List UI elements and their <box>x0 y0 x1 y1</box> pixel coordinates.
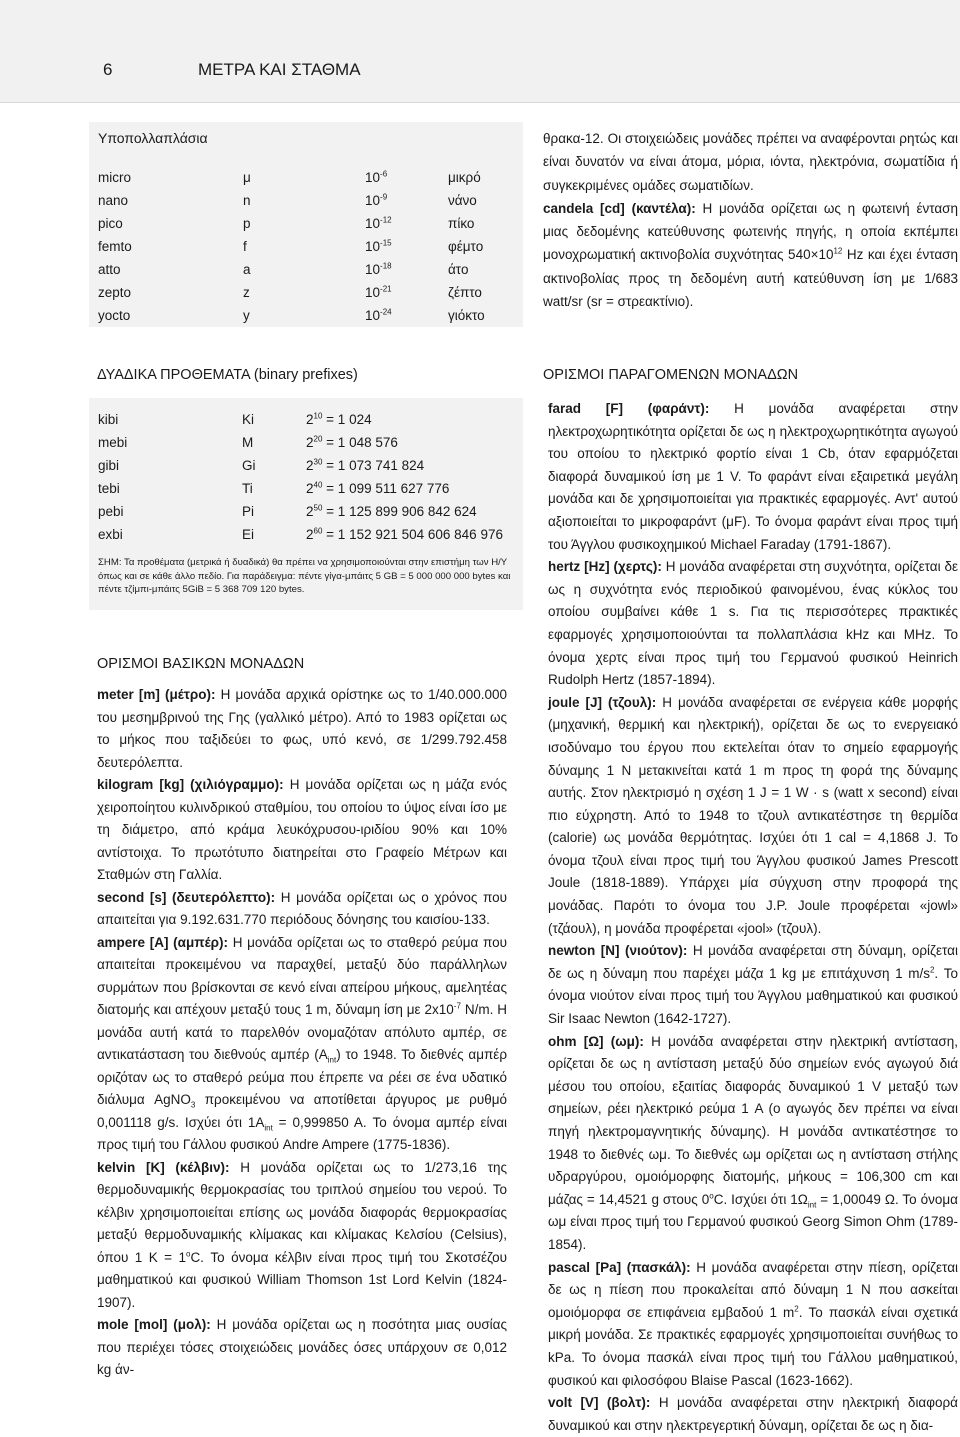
volt-definition: volt [V] (βολτ): Η μονάδα αναφέρεται στην ηλεκτρική διαφορά δυναμικού και στην ηλεκτρεγερτική δύναμη, ορίζεται δε ως η δια- <box>548 1395 958 1433</box>
prefix-name: nano <box>98 193 129 208</box>
prefix-name: gibi <box>98 458 120 473</box>
mole-definition: mole [mol] (μολ): Η μονάδα ορίζεται ως η ποσότητα μιας ουσίας που περιέχει τόσες στοιχειώδεις μονάδες όσες υπάρχουν σε 0,012 kg άν- <box>97 1317 507 1377</box>
page-header <box>0 0 960 103</box>
prefix-symbol: z <box>243 285 250 300</box>
prefix-power: $10^{-6}$ <box>365 169 388 185</box>
binary-prefixes-box <box>89 398 523 610</box>
prefix-value: $2^{10} = 1$ 024 <box>306 411 372 427</box>
prefix-name: femto <box>98 239 132 254</box>
prefix-value: $2^{30} = 1$ 073 741 824 <box>306 457 425 473</box>
prefix-symbol: μ <box>243 170 251 185</box>
basic-units-heading: ΟΡΙΣΜΟΙ ΒΑΣΙΚΩΝ ΜΟΝΑΔΩΝ <box>97 656 305 672</box>
prefix-symbol: a <box>243 262 251 277</box>
mole-continuation-and-candela <box>543 127 958 313</box>
page-title: ΜΕΤΡΑ ΚΑΙ ΣΤΑΘΜΑ <box>198 60 361 79</box>
meter-definition: meter [m] (μέτρο): Η μονάδα αρχικά ορίστηκε ως το 1/40.000.000 του μεσημβρινού της Γης (γαλλικό μέτρο). Από το 1983 ορίζεται ως το μήκος που ταξιδεύει το φως, υπό κενό, σε 1/299.792.458 δευτερόλεπτα. <box>97 687 507 770</box>
prefix-name: micro <box>98 170 131 185</box>
prefix-power: $10^{-21}$ <box>365 284 392 300</box>
prefix-name: yocto <box>98 308 131 323</box>
prefix-symbol: n <box>243 193 251 208</box>
prefix-power: $10^{-9}$ <box>365 192 388 208</box>
hertz-definition: hertz [Hz] (χερτς): Η μονάδα αναφέρεται στη συχνότητα, ορίζεται δε ως η συχνότητα ενός περιοδικού φαινομένου, ένας κύκλος του οποίου συμβαίνει κάθε 1 s. Για τις περισσότερες πρακτικές εφαρμογές χρησιμοποιούνται τα πολλαπλάσια kHz και MHz. Το όνομα χερτς είναι προς τιμή του Γερμανού φυσικού Heinrich Rudolph Hertz (1857-1894). <box>548 559 958 688</box>
prefix-greek: γιόκτο <box>448 308 485 323</box>
prefix-name: tebi <box>98 481 120 496</box>
ohm-definition: ohm [Ω] (ωμ): Η μονάδα αναφέρεται στην ηλεκτρική αντίσταση, ορίζεται δε ως η αντίσταση μεταξύ δύο σημείων ενός αγωγού διά μέσου του οποίου, εξαιτίας διαφοράς δυναμικού 1 V μεταξύ των σημείων, ρέει ηλεκτρικό ρεύμα 1 A (ο αγωγός δεν πρέπει να είναι πηγή ηλεκτρομαγνητικής δύναμης). Η μονάδα αντικατέστησε το 1948 το διεθνές ωμ. Το διεθνές ωμ ορίζεται ως η αντίσταση στήλης υδραργύρου, ομοιόμορφης διατομής, μήκους = 106,300 cm και μάζας = 14,4521 g στους 0$^o$C. Ισχύει ότι $1\Omega_{int} = 1,00049$ Ω. Το όνομα ωμ είναι προς τιμή του Γερμανού φυσικού Georg Simon Ohm (1789-1854). <box>548 1033 958 1252</box>
prefix-power: $10^{-24}$ <box>365 307 392 323</box>
prefix-symbol: Ti <box>242 481 253 496</box>
pascal-definition: pascal [Pa] (πασκάλ): Η μονάδα αναφέρεται στην πίεση, ορίζεται δε ως η πίεση που προκαλείται από δύναμη 1 N που ασκείται ομοιόμορφα σε επιφάνεια εμβαδού 1 $m^2$. Το πασκάλ είναι σχετικά μικρή μονάδα. Σε πρακτικές εφαρμογές χρησιμοποιείται συνήθως το kPa. Το όνομα πασκάλ είναι προς τιμή του Γάλλου μαθηματικού, φυσικού και φιλοσόφου Blaise Pascal (1623-1662). <box>548 1259 959 1388</box>
second-definition: second [s] (δευτερόλεπτο): Η μονάδα ορίζεται ως ο χρόνος που απαιτείται για 9.192.631.770 περιόδους δόνησης του καισίου-133. <box>97 889 507 927</box>
binary-prefixes-heading: ΔΥΑΔΙΚΑ ΠΡΟΘΕΜΑΤΑ (binary prefixes) <box>97 367 358 383</box>
derived-units-definitions <box>548 398 958 1437</box>
prefix-greek: άτο <box>448 262 469 277</box>
prefix-greek: φέμτο <box>448 239 484 254</box>
prefix-name: atto <box>98 262 121 277</box>
prefix-value: $2^{50} = 1$ 125 899 906 842 624 <box>306 503 477 519</box>
prefix-symbol: Gi <box>242 458 256 473</box>
prefix-symbol: Ei <box>242 527 255 542</box>
prefix-name: pico <box>98 216 123 231</box>
prefix-symbol: p <box>243 216 251 231</box>
prefix-symbol: Ki <box>242 412 255 427</box>
prefix-name: zepto <box>98 285 132 300</box>
candela-definition: candela [cd] (καντέλα): Η μονάδα ορίζεται ως η φωτεινή ένταση μιας δεδομένης κατεύθυνσης φωτεινής πηγής, η οποία εκπέμπει μονοχρωματική ακτινοβολία συχνότητας $540\times 10^{12}$ Hz και έχει ένταση ακτινοβολίας προς τη δεδομένη αυτή κατεύθυνση ίση με 1/683 watt/sr (sr = στρεακτίνιο). <box>543 200 959 310</box>
prefix-symbol: Pi <box>242 504 255 519</box>
prefix-power: $10^{-12}$ <box>365 215 392 231</box>
prefix-name: pebi <box>98 504 124 519</box>
binary-prefixes-note: ΣΗΜ: Τα προθέματα (μετρικά ή δυαδικά) θα πρέπει να χρησιμοποιούνται στην επιστήμη των Η/Υ όπως και σε κάθε άλλο πεδίο. Για παράδειγμα: πέντε γίγα-μπάιτς 5 GB = 5 000 000 000 bytes και πέντε τζίμπι-μπάιτς 5GiB = 5 368 709 120 bytes. <box>98 557 511 595</box>
submultiples-box <box>89 122 523 327</box>
mole-continuation: θρακα-12. Οι στοιχειώδεις μονάδες πρέπει να αναφέρονται ρητώς και είναι δυνατόν να είναι άτομα, μόρια, ιόντα, ηλεκτρόνια, σωματίδια ή συγκεκριμένες ομάδες σωματιδίων. <box>543 131 958 193</box>
farad-definition: farad [F] (φαράντ): Η μονάδα αναφέρεται στην ηλεκτροχωρητικότητα ορίζεται δε ως η ηλεκτροχωρητικότητα αγωγού του οποίου το ηλεκτρικό φορτίο είναι 1 Cb, όταν εφαρμόζεται διαφορά δυναμικού ίση με 1 V. Το φαράντ είναι εξαιρετικά μεγάλη μονάδα και δε χρησιμοποιείται για πρακτικές εφαρμογές. Αντ' αυτού αξιοποιείται το μικροφαράντ (μF). Το όνομα φαράντ είναι προς τιμή του Άγγλου φυσικοχημικού Michael Faraday (1791-1867). <box>548 401 958 552</box>
page-number: 6 <box>103 60 113 79</box>
prefix-symbol: f <box>243 239 247 254</box>
prefix-symbol: M <box>242 435 254 450</box>
prefix-power: $10^{-18}$ <box>365 261 392 277</box>
prefix-name: mebi <box>98 435 128 450</box>
prefix-greek: μικρό <box>448 170 481 185</box>
prefix-name: kibi <box>98 412 119 427</box>
basic-units-definitions <box>97 684 507 1382</box>
prefix-value: $2^{60} = 1$ 152 921 504 606 846 976 <box>306 526 503 542</box>
derived-units-heading: ΟΡΙΣΜΟΙ ΠΑΡΑΓΟΜΕΝΩΝ ΜΟΝΑΔΩΝ <box>543 367 799 383</box>
ampere-definition: ampere [A] (αμπέρ): Η μονάδα ορίζεται ως το σταθερό ρεύμα που απαιτείται προκειμένου να παραχθεί, μεταξύ δύο παράλληλων συρμάτων που βρίσκονται σε κενό είναι απείρου μήκους, αμελητέας διατομής και απέχουν μεταξύ τους 1 m, δύναμη ίση με $2x10^{-7}$ N/m. Η μονάδα αυτή κατά το παρελθόν ονομαζόταν απόλυτο αμπέρ, σε αντικατάσταση του διεθνούς αμπέρ $(A_{int})$ το 1948. Το διεθνές αμπέρ οριζόταν ως το σταθερό ρεύμα που έπρεπε να ρέει σε ένα υδατικό διάλυμα AgNO$_3$ προκειμένου να αποτίθεται άργυρος με ρυθμό 0,001118 g/s. Ισχύει ότι $1A_{int} = 0,999850$ A. Το όνομα αμπέρ είναι προς τιμή του Γάλλου φυσικού Andre Ampere (1775-1836). <box>97 934 508 1152</box>
prefix-greek: πίκο <box>448 216 475 231</box>
prefix-greek: ζέπτο <box>448 285 482 300</box>
submultiples-title: Υποπολλαπλάσια <box>98 130 208 146</box>
prefix-greek: νάνο <box>448 193 477 208</box>
kelvin-definition: kelvin [K] (κέλβιν): Η μονάδα ορίζεται ως το 1/273,16 της θερμοδυναμικής θερμοκρασίας του τριπλού σημείου του νερού. Το κέλβιν χρησιμοποιείται επίσης ως μονάδα διαφοράς θερμοκρασίας μεταξύ θερμοδυναμικής κλίμακας και κλίμακας Κελσίου (Celsius), όπου 1 $K = 1^oC$. Το όνομα κέλβιν είναι προς τιμή του Σκοτσέζου μαθηματικού και φυσικού William Thomson 1st Lord Kelvin (1824-1907). <box>97 1159 507 1310</box>
prefix-value: $2^{20} = 1$ 048 576 <box>306 434 398 450</box>
prefix-name: exbi <box>98 527 123 542</box>
prefix-power: $10^{-15}$ <box>365 238 392 254</box>
kilogram-definition: kilogram [kg] (χιλιόγραμμο): Η μονάδα ορίζεται ως η μάζα ενός χειροποίητου κυλινδρικού σταθμίου, του οποίου το ύψος είναι ίσο με τη διάμετρο, από κράμα λευκόχρυσου-ιριδίου 90% και 10% αντίστοιχα. Το πρωτότυπο διατηρείται στο Γραφείο Μέτρων και Σταθμών στη Γαλλία. <box>97 777 507 882</box>
prefix-symbol: y <box>243 308 250 323</box>
newton-definition: newton [N] (νιούτον): Η μονάδα αναφέρεται στη δύναμη, ορίζεται δε ως η δύναμη που παρέχει μάζα 1 kg με επιτάχυνση 1 $m/s^2$. Το όνομα νιούτον είναι προς τιμή του Άγγλου μαθηματικού και φυσικού Sir Isaac Newton (1642-1727). <box>548 943 958 1027</box>
joule-definition: joule [J] (τζουλ): Η μονάδα αναφέρεται σε ενέργεια κάθε μορφής (μηχανική, θερμική και ηλεκτρική), ορίζεται δε ως το ενεργειακό ισοδύναμο του έργου που εκτελείται όταν το σημείο εφαρμογής δύναμης 1 N μετακινείται κατά 1 m προς τη φορά της δύναμης αυτής. Στον ηλεκτρισμό η σχέση 1 J = 1 W · s (watt x second) είναι πιο εύχρηστη. Από το 1948 το τζουλ αντικατέστησε τη θερμίδα (calorie) ως μονάδα θερμότητας. Ισχύει ότι 1 cal = 4,1868 J. Το όνομα τζουλ είναι προς τιμή του Άγγλου φυσικού James Prescott Joule (1818-1889). Υπάρχει μία σύγχυση στην προφορά της μονάδας. Παρότι το όνομα του J.P. Joule προφέρεται «jowl» (τζάουλ), η μονάδα προφέρεται «jool» (τζουλ). <box>548 694 958 936</box>
prefix-value: $2^{40} = 1$ 099 511 627 776 <box>306 480 450 496</box>
